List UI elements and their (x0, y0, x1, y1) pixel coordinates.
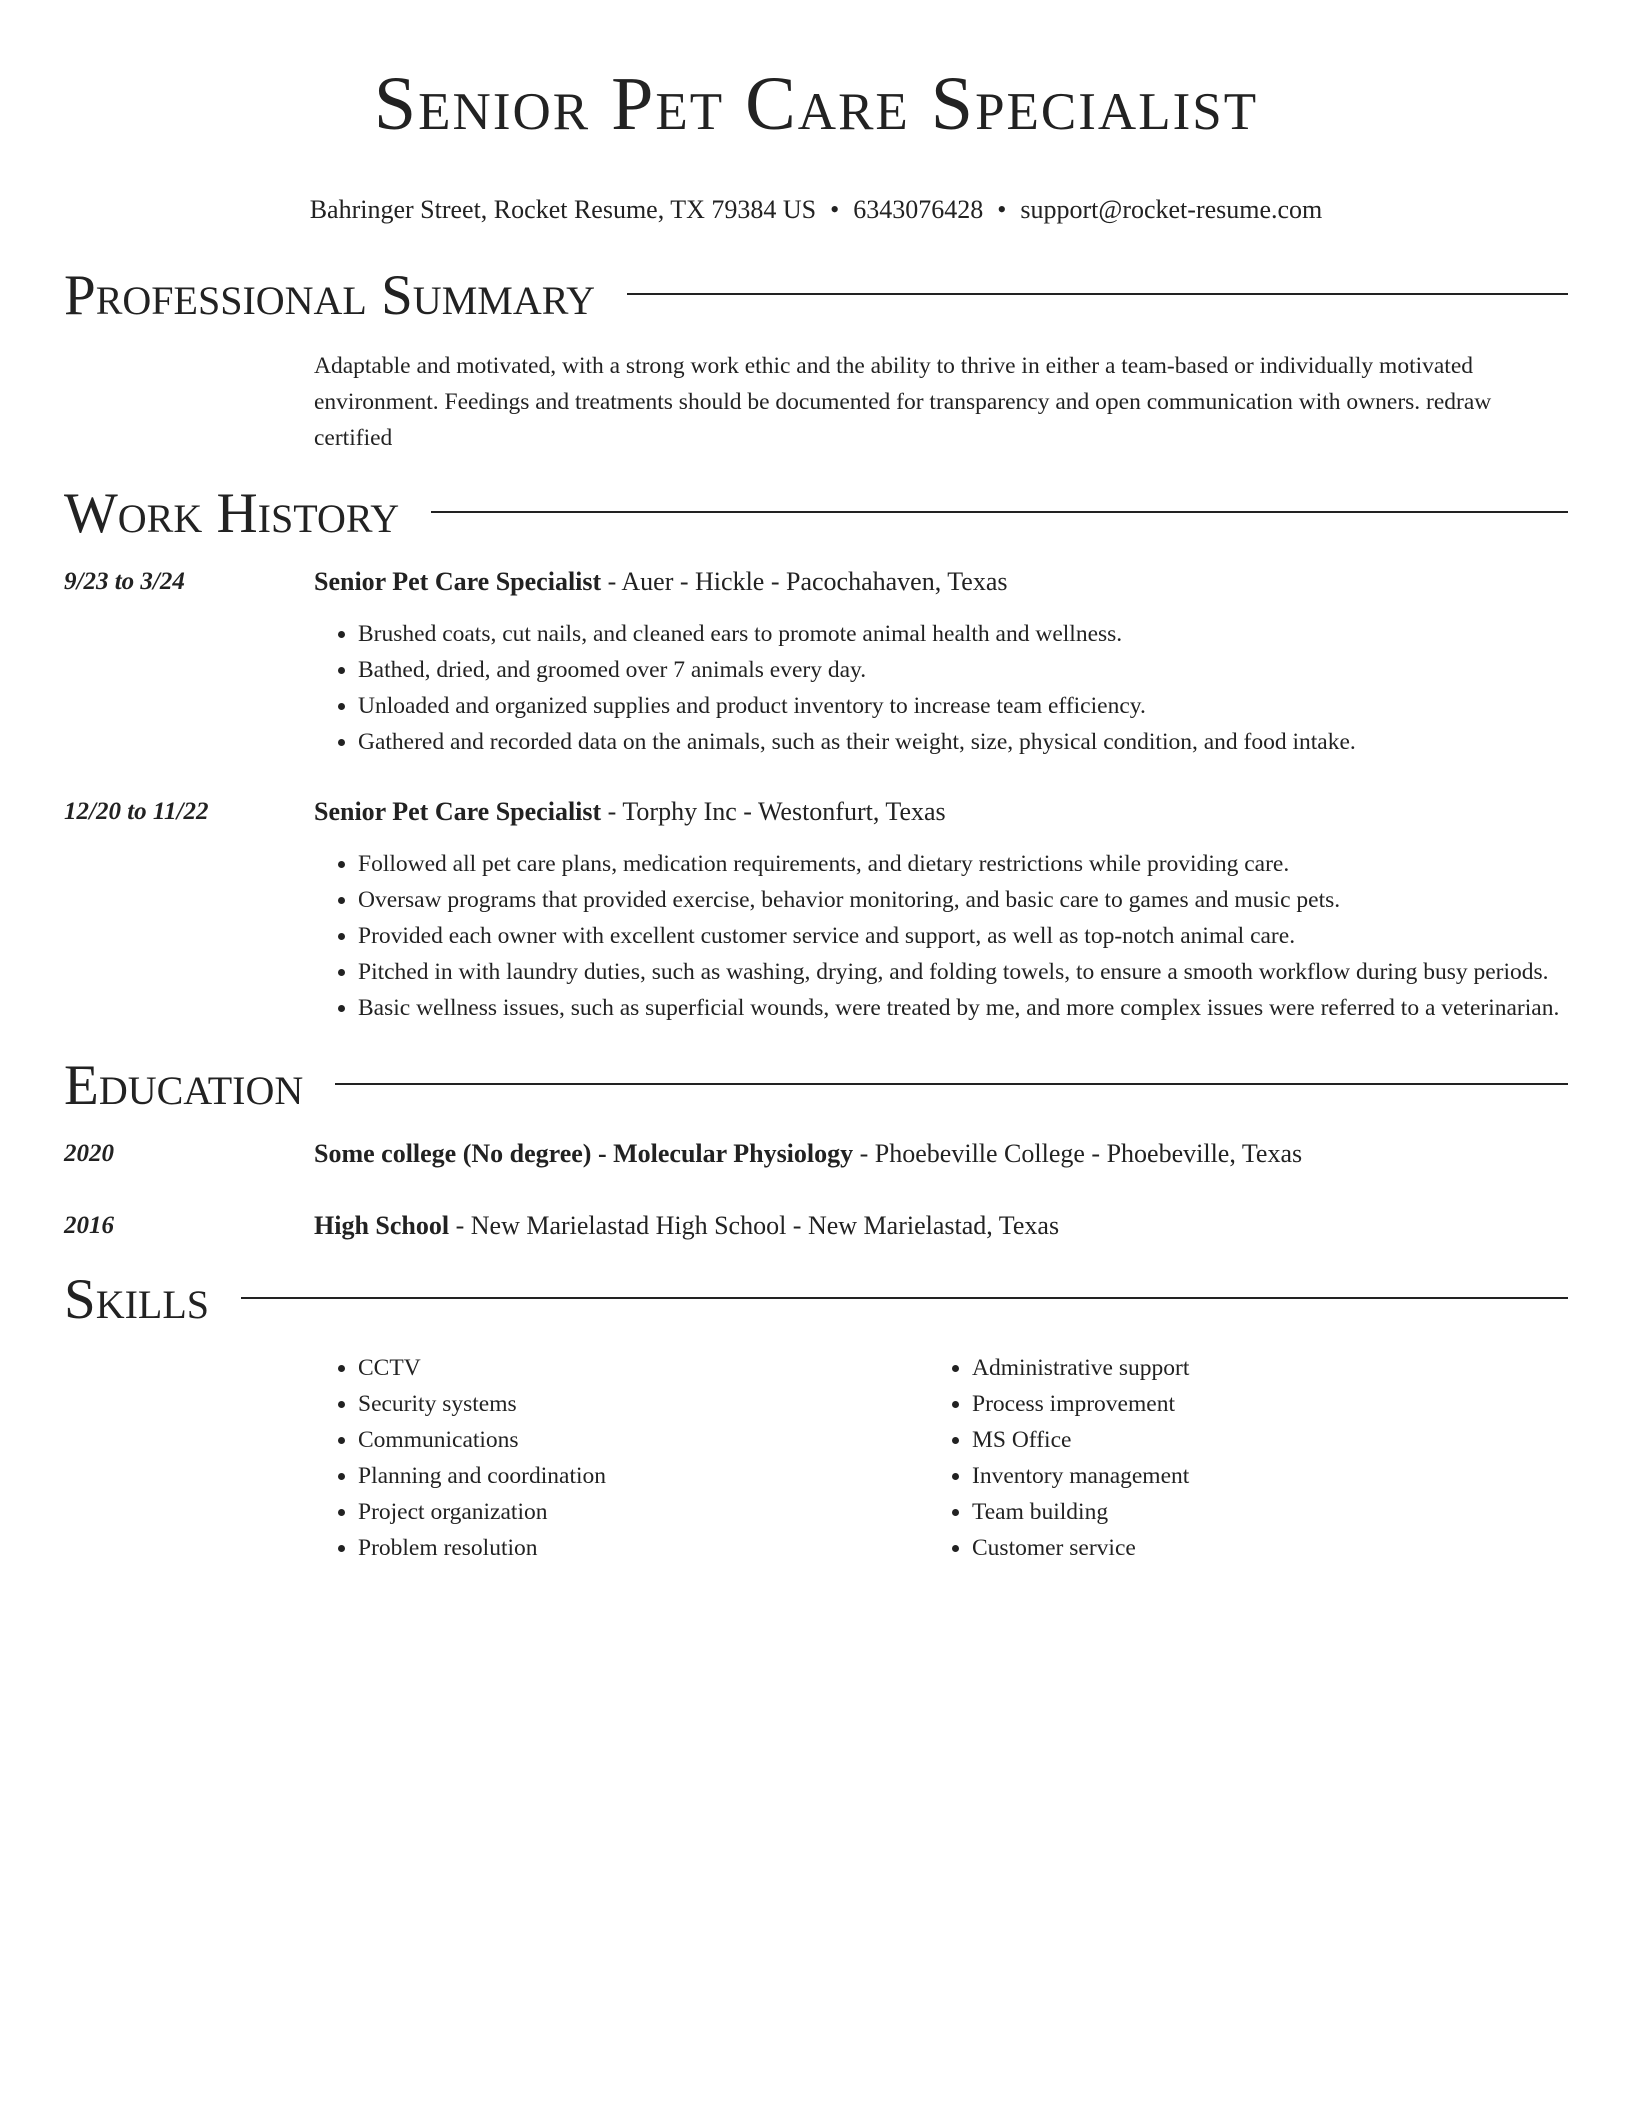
list-item: • CCTV (358, 1350, 928, 1386)
education-content (314, 1210, 1568, 1242)
job-content (314, 796, 1568, 1026)
job-position: Senior Pet Care Specialist (314, 797, 602, 826)
contact-separator: • (830, 195, 840, 224)
education-content (314, 1138, 1568, 1170)
list-item: • Brushed coats, cut nails, and cleaned ears to promote animal health and wellness. (358, 616, 1568, 652)
job-dates: 12/20 to 11/22 (64, 798, 209, 825)
list-item: • Administrative support (972, 1350, 1542, 1386)
job-bullets (314, 616, 1568, 760)
education-year: 2016 (64, 1212, 114, 1239)
job-heading (314, 796, 1568, 828)
list-item: • Process improvement (972, 1386, 1542, 1422)
skills-section-header (64, 1268, 1568, 1332)
list-item: • Gathered and recorded data on the animals, such as their weight, size, physical condition, and food intake. (358, 724, 1568, 760)
job-details: - Auer - Hickle - Pacochahaven, Texas (601, 567, 1008, 596)
contact-email: support@rocket-resume.com (1020, 195, 1323, 224)
list-item: • Planning and coordination (358, 1458, 928, 1494)
education-section-title: Education (64, 1054, 304, 1117)
list-item: • Unloaded and organized supplies and product inventory to increase team efficiency. (358, 688, 1568, 724)
list-item: • Provided each owner with excellent customer service and support, as well as top-notch animal care. (358, 918, 1568, 954)
list-item: • Bathed, dried, and groomed over 7 animals every day. (358, 652, 1568, 688)
list-item: • Pitched in with laundry duties, such as washing, drying, and folding towels, to ensure a smooth workflow during busy periods. (358, 954, 1568, 990)
skills-list (314, 1350, 1568, 1566)
skills-section-title: Skills (64, 1268, 210, 1331)
list-item: • Basic wellness issues, such as superficial wounds, were treated by me, and more complex issues were referred to a veterinarian. (358, 990, 1568, 1026)
job-entry (64, 796, 1568, 1026)
list-item: • Customer service (972, 1530, 1542, 1566)
list-item: • Communications (358, 1422, 928, 1458)
summary-text: Adaptable and motivated, with a strong work ethic and the ability to thrive in either a team-based or individually motivated environment. Feedings and treatments should be documented for transparency and open communication with owners. redraw certified (314, 353, 1492, 451)
education-degree: High School (314, 1211, 450, 1240)
job-position: Senior Pet Care Specialist (314, 567, 602, 596)
section-divider (627, 293, 1568, 295)
education-details: - New Marielastad High School - New Marielastad, Texas (449, 1211, 1060, 1240)
job-content (314, 566, 1568, 760)
section-divider (241, 1297, 1568, 1299)
contact-line (64, 194, 1568, 226)
list-item: • Team building (972, 1494, 1542, 1530)
list-item: • Followed all pet care plans, medication requirements, and dietary restrictions while providing care. (358, 846, 1568, 882)
list-item: • Problem resolution (358, 1530, 928, 1566)
work-section-header (64, 482, 1568, 546)
resume-title: Senior Pet Care Specialist (373, 62, 1259, 146)
summary-section-title: Professional Summary (64, 264, 596, 327)
education-section-header (64, 1054, 1568, 1118)
contact-phone: 6343076428 (853, 195, 984, 224)
contact-address: Bahringer Street, Rocket Resume, TX 79384 US (309, 195, 817, 224)
list-item: • Security systems (358, 1386, 928, 1422)
contact-separator: • (997, 195, 1007, 224)
education-details: - Phoebeville College - Phoebeville, Texas (853, 1139, 1303, 1168)
summary-section-header (64, 264, 1568, 328)
section-divider (335, 1083, 1568, 1085)
skills-column-left (314, 1350, 928, 1566)
job-heading (314, 566, 1568, 598)
section-divider (431, 511, 1568, 513)
education-entry (64, 1138, 1568, 1170)
education-degree: Some college (No degree) - Molecular Physiology (314, 1139, 854, 1168)
list-item: • Project organization (358, 1494, 928, 1530)
job-dates: 9/23 to 3/24 (64, 568, 185, 595)
education-year: 2020 (64, 1140, 114, 1167)
list-item: • Inventory management (972, 1458, 1542, 1494)
list-item: • MS Office (972, 1422, 1542, 1458)
work-section-title: Work History (64, 482, 400, 545)
skills-column-right (928, 1350, 1542, 1566)
job-details: - Torphy Inc - Westonfurt, Texas (601, 797, 946, 826)
education-entry (64, 1210, 1568, 1242)
list-item: • Oversaw programs that provided exercise, behavior monitoring, and basic care to games and music pets. (358, 882, 1568, 918)
job-entry (64, 566, 1568, 760)
job-bullets (314, 846, 1568, 1026)
